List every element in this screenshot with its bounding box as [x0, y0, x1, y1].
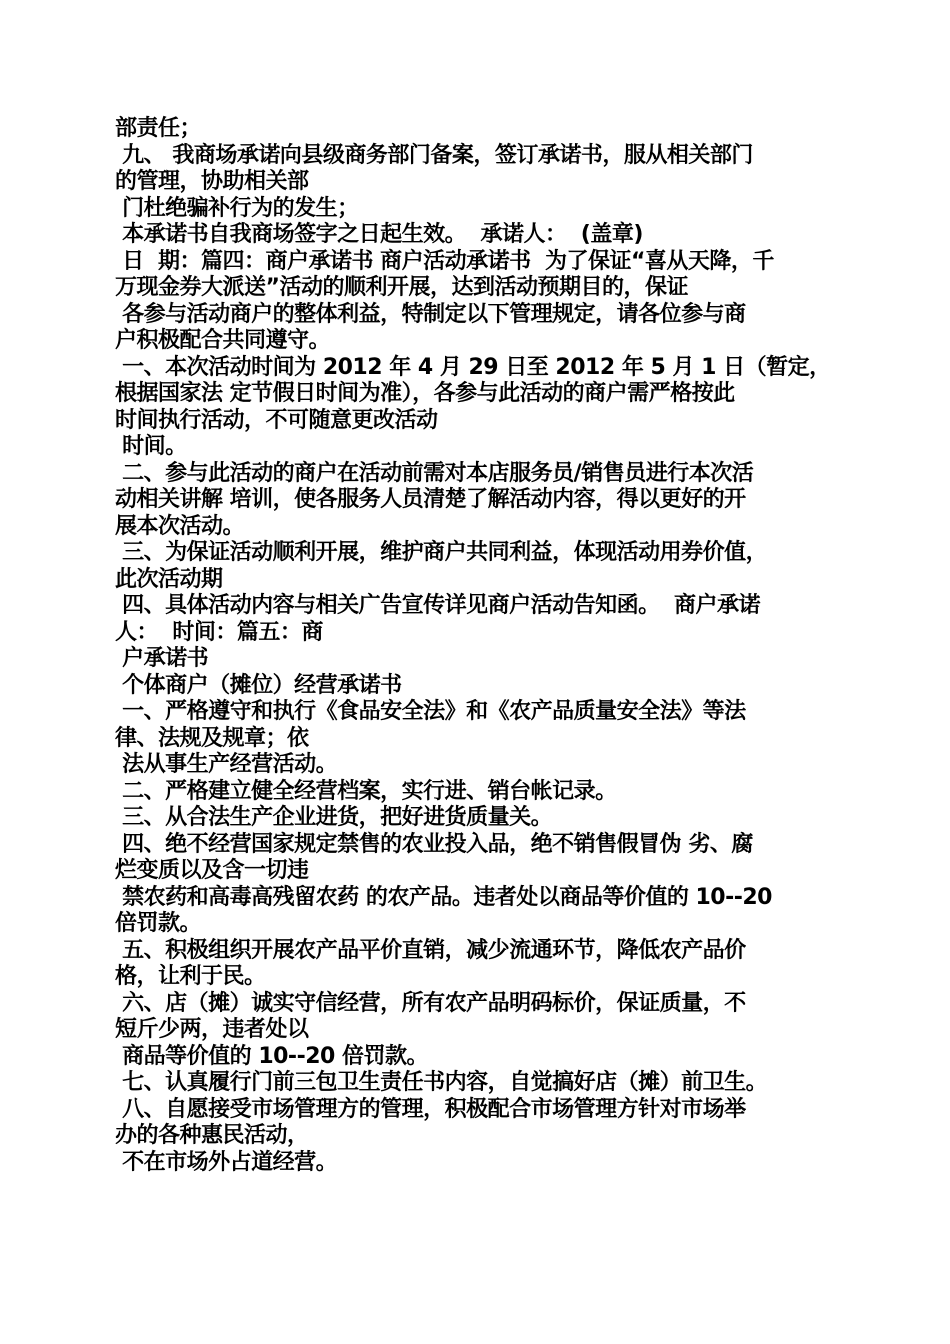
text-line: 各参与活动商户的整体利益，特制定以下管理规定，请各位参与商	[115, 301, 746, 327]
text-line: 时间。	[115, 434, 187, 459]
text-line: 八、自愿接受市场管理方的管理，积极配合市场管理方针对市场举	[115, 1096, 746, 1122]
text-line: 个体商户（摊位）经营承诺书	[115, 672, 402, 698]
text-line: 九、 我商场承诺向县级商务部门备案，签订承诺书，服从相关部门	[115, 142, 753, 168]
text-line: 法从事生产经营活动。	[115, 752, 338, 777]
text-line: 三、为保证活动顺利开展，维护商户共同利益，体现活动用券价值，	[115, 540, 768, 565]
text-line: 格，让利于民。	[115, 964, 266, 989]
text-line: 律、法规及规章；依	[115, 725, 309, 751]
text-line: 展本次活动。	[115, 513, 245, 539]
text-line: 的管理，协助相关部	[115, 169, 309, 194]
text-line: 二、严格建立健全经营档案，实行进、销台帐记录。	[115, 778, 617, 804]
text-line: 办的各种惠民活动，	[115, 1123, 309, 1148]
text-line: 时间执行活动，不可随意更改活动	[115, 407, 438, 433]
text-line: 烂变质以及含一切违	[115, 858, 309, 883]
text-line: 六、店（摊）诚实守信经营，所有农产品明码标价，保证质量，不	[115, 990, 746, 1016]
text-line: 人： 时间：篇五：商	[115, 619, 323, 645]
text-line: 户承诺书	[115, 646, 209, 671]
text-line: 禁农药和高毒高残留农药 的农产品。违者处以商品等价值的 10--20	[115, 884, 772, 910]
text-line: 一、本次活动时间为 2012 年 4 月 29 日至 2012 年 5 月 1 日（暂定，	[115, 354, 831, 380]
text-line: 倍罚款。	[115, 911, 202, 936]
text-line: 三、从合法生产企业进货，把好进货质量关。	[115, 805, 553, 830]
document-body	[115, 116, 835, 1176]
text-line: 四、绝不经营国家规定禁售的农业投入品，绝不销售假冒伪 劣、腐	[115, 831, 753, 857]
text-line: 商品等价值的 10--20 倍罚款。	[115, 1043, 428, 1069]
text-line: 万现金券大派送”活动的顺利开展，达到活动预期目的，保证	[115, 275, 688, 300]
text-line: 根据国家法 定节假日时间为准），各参与此活动的商户需严格按此	[115, 381, 735, 406]
text-line: 动相关讲解 培训，使各服务人员清楚了解活动内容，得以更好的开	[115, 487, 746, 512]
text-line: 部责任；	[115, 116, 202, 141]
text-line: 一、严格遵守和执行《食品安全法》和《农产品质量安全法》等法	[115, 699, 746, 724]
text-line: 不在市场外占道经营。	[115, 1149, 338, 1175]
text-line: 户积极配合共同遵守。	[115, 328, 331, 353]
text-line: 四、具体活动内容与相关广告宣传详见商户活动告知函。 商户承诺	[115, 593, 760, 618]
text-line: 七、认真履行门前三包卫生责任书内容，自觉搞好店（摊）前卫生。	[115, 1070, 768, 1095]
text-line: 五、积极组织开展农产品平价直销，减少流通环节，降低农产品价	[115, 937, 746, 963]
text-line: 本承诺书自我商场签字之日起生效。 承诺人： (盖章)	[115, 222, 643, 247]
text-line: 短斤少两，违者处以	[115, 1017, 309, 1042]
text-line: 此次活动期	[115, 566, 223, 592]
text-line: 二、参与此活动的商户在活动前需对本店服务员/销售员进行本次活	[115, 460, 754, 486]
text-line: 日 期：篇四：商户承诺书 商户活动承诺书 为了保证“喜从天降，千	[115, 248, 774, 274]
text-line: 门杜绝骗补行为的发生；	[115, 195, 359, 221]
